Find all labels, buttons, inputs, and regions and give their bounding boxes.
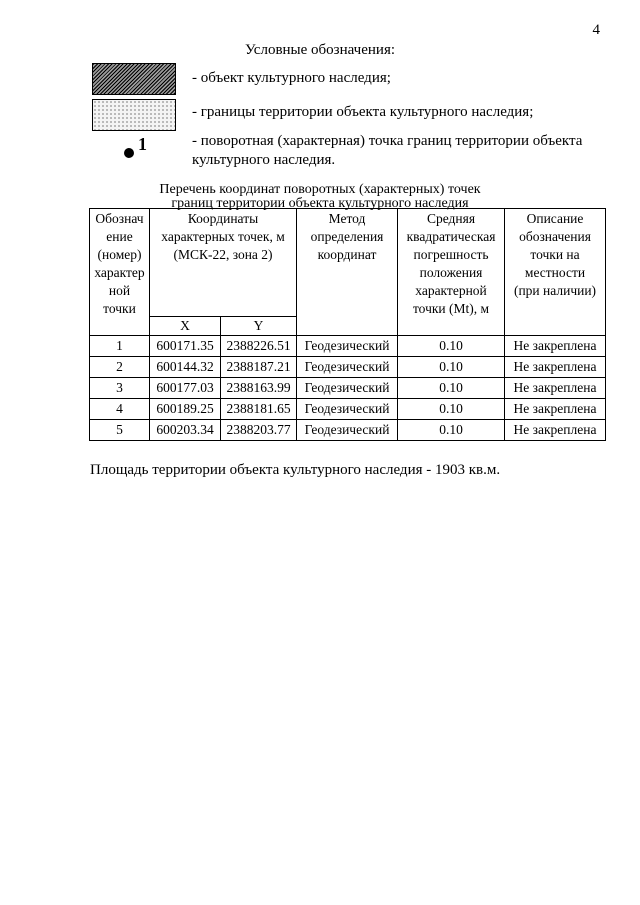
cell-y: 2388163.99 — [221, 378, 297, 399]
table-caption — [0, 183, 640, 211]
cell-point-number: 3 — [90, 378, 150, 399]
header-point-number: Обознач ение (номер) характер ной точки — [90, 209, 150, 336]
table-header-row — [90, 209, 606, 317]
header-description: Описание обозначения точки на местности (при наличии) — [505, 209, 606, 336]
legend-text: - объект культурного наследия; — [192, 70, 391, 86]
header-y: Y — [221, 317, 297, 336]
cell-x: 600171.35 — [150, 336, 221, 357]
cell-y: 2388226.51 — [221, 336, 297, 357]
legend-text: - границы территории объекта культурного наследия; — [192, 104, 534, 120]
cell-y: 2388203.77 — [221, 420, 297, 441]
cell-error: 0.10 — [398, 399, 505, 420]
cell-x: 600203.34 — [150, 420, 221, 441]
table-row — [90, 399, 606, 420]
cell-method: Геодезический — [297, 420, 398, 441]
cell-point-number: 2 — [90, 357, 150, 378]
cell-description: Не закреплена — [505, 378, 606, 399]
coordinates-table — [89, 208, 606, 441]
cell-x: 600189.25 — [150, 399, 221, 420]
header-method: Метод определения координат — [297, 209, 398, 336]
cell-point-number: 4 — [90, 399, 150, 420]
cell-method: Геодезический — [297, 357, 398, 378]
caption-line: границ территории объекта культурного наследия — [171, 196, 469, 211]
header-coordinates: Координаты характерных точек, м (МСК-22, зона 2) — [150, 209, 297, 317]
cell-method: Геодезический — [297, 399, 398, 420]
cell-x: 600144.32 — [150, 357, 221, 378]
cell-y: 2388187.21 — [221, 357, 297, 378]
territory-area-text: Площадь территории объекта культурного наследия - 1903 кв.м. — [90, 462, 501, 478]
caption-line: Перечень координат поворотных (характерных) точек — [159, 182, 481, 197]
page-number: 4 — [592, 22, 600, 38]
table-row — [90, 420, 606, 441]
table-row — [90, 378, 606, 399]
legend-text-line: - поворотная (характерная) точка границ территории объекта — [192, 133, 583, 149]
cell-error: 0.10 — [398, 357, 505, 378]
table-row — [90, 336, 606, 357]
cell-description: Не закреплена — [505, 357, 606, 378]
cell-method: Геодезический — [297, 378, 398, 399]
cell-error: 0.10 — [398, 420, 505, 441]
cell-error: 0.10 — [398, 336, 505, 357]
cell-x: 600177.03 — [150, 378, 221, 399]
hatched-swatch-icon — [92, 63, 176, 95]
cell-error: 0.10 — [398, 378, 505, 399]
table-row — [90, 357, 606, 378]
cell-description: Не закреплена — [505, 336, 606, 357]
dot-label: 1 — [138, 134, 147, 154]
cell-description: Не закреплена — [505, 399, 606, 420]
cell-method: Геодезический — [297, 336, 398, 357]
cell-point-number: 5 — [90, 420, 150, 441]
legend-title: Условные обозначения: — [244, 42, 396, 58]
black-dot-icon — [124, 148, 134, 158]
legend-text — [192, 132, 582, 170]
header-x: X — [150, 317, 221, 336]
legend-text-line: культурного наследия. — [192, 152, 336, 168]
dotted-swatch-icon — [92, 99, 176, 131]
cell-point-number: 1 — [90, 336, 150, 357]
cell-y: 2388181.65 — [221, 399, 297, 420]
header-mean-error: Средняя квадратическая погрешность положения характерной точки (Mt), м — [398, 209, 505, 336]
cell-description: Не закреплена — [505, 420, 606, 441]
